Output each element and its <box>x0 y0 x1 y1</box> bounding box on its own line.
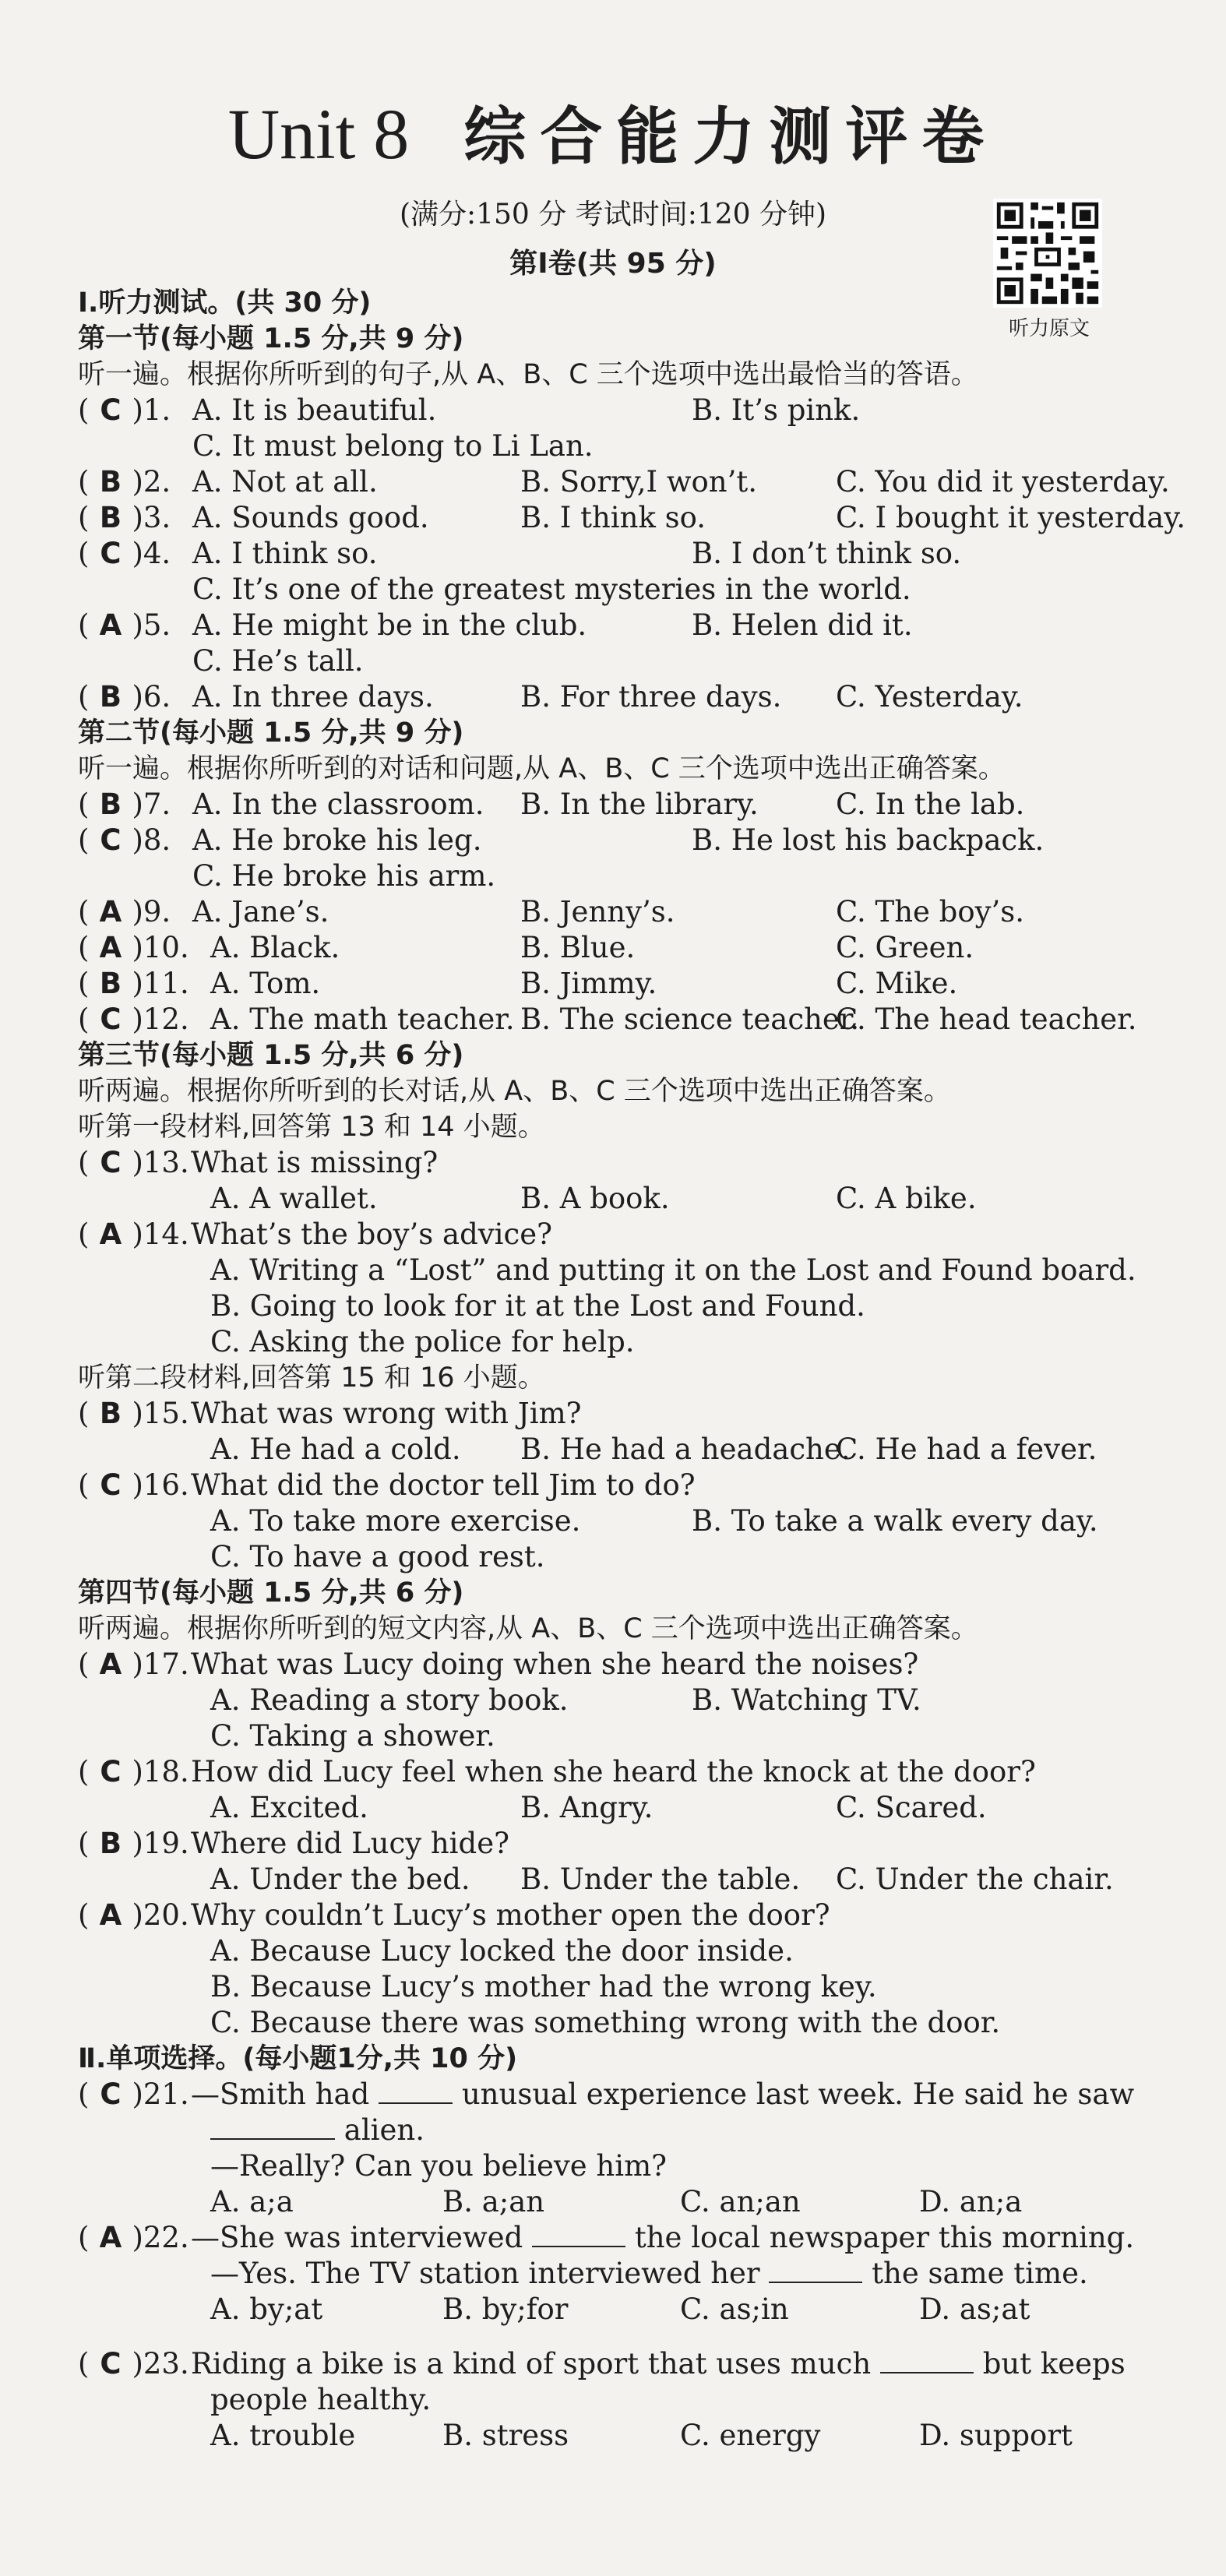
qr-label: 听力原文 <box>1008 317 1090 340</box>
answer-mark: B <box>99 967 122 1000</box>
option-a: A. Not at all. <box>192 465 378 499</box>
question-6: ( B )6. <box>78 680 171 714</box>
question-number: )4. <box>132 537 171 570</box>
answer-mark: C <box>100 1003 122 1036</box>
option-c: C. It’s one of the greatest mysteries in the world. <box>192 573 911 606</box>
question-text: What was Lucy doing when she heard the noises? <box>191 1647 919 1681</box>
option-b: B. Angry. <box>520 1791 654 1824</box>
option-b: B. Sorry,I won’t. <box>520 465 758 499</box>
answer-mark: A <box>99 1218 122 1251</box>
question-text: alien. <box>343 2113 425 2147</box>
question-1: ( C )1. <box>78 393 171 427</box>
question-text: but keeps <box>982 2347 1126 2380</box>
answer-blank[interactable] <box>769 2258 862 2283</box>
answer-mark: C <box>100 1146 122 1179</box>
question-number: )11. <box>132 967 189 1000</box>
question-text: unusual experience last week. He said he saw <box>461 2077 1135 2111</box>
option-a: A. He might be in the club. <box>192 608 587 642</box>
answer-mark: B <box>99 680 122 714</box>
option-c: C. You did it yesterday. <box>836 465 1170 499</box>
option-b: B. Helen did it. <box>692 608 913 642</box>
question-text: —Yes. The TV station interviewed her <box>210 2257 760 2290</box>
question-3: ( B )3. <box>78 501 171 534</box>
question-text: What’s the boy’s advice? <box>191 1218 552 1251</box>
subsection-2-heading: 第二节(每小题 1.5 分,共 9 分) <box>78 717 464 749</box>
question-20: ( A )20.Why couldn’t Lucy’s mother open the door? <box>78 1898 830 1932</box>
option-a: A. Jane’s. <box>192 895 329 929</box>
question-number: )12. <box>132 1003 189 1036</box>
question-number: )22. <box>132 2221 189 2254</box>
option-c: C. Asking the police for help. <box>210 1325 635 1358</box>
option-a: A. In three days. <box>192 680 434 714</box>
answer-mark: B <box>99 788 122 821</box>
question-8: ( C )8. <box>78 823 171 857</box>
option-a: A. Sounds good. <box>192 501 429 534</box>
subsection-3-heading: 第三节(每小题 1.5 分,共 6 分) <box>78 1040 464 1071</box>
question-number: )18. <box>132 1755 189 1788</box>
answer-mark: B <box>99 501 122 534</box>
option-c: C. as;in <box>680 2292 789 2326</box>
question-text-line <box>210 2113 425 2148</box>
answer-blank[interactable] <box>210 2115 335 2140</box>
option-b: B. Under the table. <box>520 1862 801 1896</box>
option-a: A. Under the bed. <box>210 1862 470 1896</box>
option-a: A. A wallet. <box>210 1182 378 1215</box>
question-4: ( C )4. <box>78 537 171 570</box>
question-text: people healthy. <box>210 2383 432 2416</box>
option-a: A. In the classroom. <box>192 788 484 821</box>
option-b: B. A book. <box>520 1182 670 1215</box>
question-number: )5. <box>132 608 171 642</box>
option-b: B. Because Lucy’s mother had the wrong key. <box>210 1970 877 2003</box>
option-c: C. A bike. <box>836 1182 977 1215</box>
option-b: B. I don’t think so. <box>692 537 962 570</box>
option-b: B. He had a headache. <box>520 1432 851 1466</box>
option-c: C. Taking a shower. <box>210 1719 495 1753</box>
question-number: )14. <box>132 1218 189 1251</box>
question-text: What is missing? <box>191 1146 439 1179</box>
title-chinese: 综合能力测评卷 <box>463 100 999 173</box>
question-21: ( C )21.—Smith had unusual experience last week. He said he saw <box>78 2077 1135 2111</box>
option-b: B. In the library. <box>520 788 759 821</box>
question-text: Where did Lucy hide? <box>191 1827 509 1860</box>
title-unit: Unit 8 <box>227 94 410 174</box>
option-b: B. It’s pink. <box>692 393 861 427</box>
question-number: )20. <box>132 1898 189 1932</box>
question-text: —She was interviewed <box>191 2221 523 2254</box>
option-d: D. support <box>919 2419 1073 2452</box>
option-b: B. To take a walk every day. <box>692 1504 1098 1538</box>
answer-mark: A <box>99 608 122 642</box>
option-c: C. Under the chair. <box>836 1862 1114 1896</box>
option-b: B. a;an <box>442 2185 545 2218</box>
question-11: ( B )11. <box>78 967 189 1000</box>
option-c: C. Mike. <box>836 967 958 1000</box>
question-text: What did the doctor tell Jim to do? <box>191 1468 696 1502</box>
question-number: )19. <box>132 1827 189 1860</box>
option-a: A. I think so. <box>192 537 378 570</box>
subsection-2-instruction: 听一遍。根据你所听到的对话和问题,从 A、B、C 三个选项中选出正确答案。 <box>78 753 1006 784</box>
part-heading: 第Ⅰ卷(共 95 分) <box>509 248 717 280</box>
option-c: C. It must belong to Li Lan. <box>192 429 594 463</box>
option-c: C. The boy’s. <box>836 895 1025 929</box>
question-text-line <box>210 2256 1088 2292</box>
material-1-note: 听第一段材料,回答第 13 和 14 小题。 <box>78 1112 545 1143</box>
option-a: A. trouble <box>210 2419 356 2452</box>
question-number: )17. <box>132 1647 189 1681</box>
option-b: B. stress <box>442 2419 569 2452</box>
question-22: ( A )22.—She was interviewed the local newspaper this morning. <box>78 2221 1135 2254</box>
question-19: ( B )19.Where did Lucy hide? <box>78 1827 509 1860</box>
question-text: the same time. <box>872 2257 1088 2290</box>
question-12: ( C )12. <box>78 1003 189 1036</box>
question-16: ( C )16.What did the doctor tell Jim to do? <box>78 1468 696 1502</box>
option-b: B. Jimmy. <box>520 967 657 1000</box>
answer-mark: C <box>100 2347 122 2380</box>
answer-mark: A <box>99 895 122 929</box>
option-b: B. Watching TV. <box>692 1683 921 1717</box>
answer-blank[interactable] <box>880 2349 974 2373</box>
question-number: )16. <box>132 1468 189 1502</box>
answer-mark: C <box>100 2077 122 2111</box>
answer-mark: A <box>99 931 122 964</box>
option-a: A. To take more exercise. <box>210 1504 581 1538</box>
option-b: B. For three days. <box>520 680 782 714</box>
question-text: How did Lucy feel when she heard the knock at the door? <box>191 1755 1036 1788</box>
answer-mark: B <box>99 465 122 499</box>
question-7: ( B )7. <box>78 788 171 821</box>
question-15: ( B )15.What was wrong with Jim? <box>78 1397 582 1430</box>
answer-mark: B <box>99 1827 122 1860</box>
answer-blank[interactable] <box>532 2222 625 2247</box>
option-b: B. Jenny’s. <box>520 895 675 929</box>
question-number: )8. <box>132 823 171 857</box>
question-number: )13. <box>132 1146 189 1179</box>
option-c: C. To have a good rest. <box>210 1540 545 1573</box>
option-c: C. He broke his arm. <box>192 859 496 893</box>
option-a: A. Black. <box>210 931 340 964</box>
option-a: A. Excited. <box>210 1791 368 1824</box>
answer-mark: A <box>99 1898 122 1932</box>
section-1-heading: Ⅰ.听力测试。(共 30 分) <box>78 287 372 319</box>
answer-mark: A <box>99 2221 122 2254</box>
score-time-info: (满分:150 分 考试时间:120 分钟) <box>399 199 827 231</box>
answer-mark: C <box>100 393 122 427</box>
option-b: B. He lost his backpack. <box>692 823 1045 857</box>
option-a: A. Writing a “Lost” and putting it on the Lost and Found board. <box>210 1253 1136 1287</box>
question-number: )9. <box>132 895 171 929</box>
option-a: A. Tom. <box>210 967 321 1000</box>
question-text: What was wrong with Jim? <box>191 1397 582 1430</box>
option-b: B. Blue. <box>520 931 636 964</box>
question-text: —Smith had <box>191 2077 370 2111</box>
option-c: C. Because there was something wrong with the door. <box>210 2006 1001 2039</box>
question-number: )21. <box>132 2077 189 2111</box>
option-c: C. I bought it yesterday. <box>836 501 1186 534</box>
page-title <box>0 95 1226 176</box>
question-number: )6. <box>132 680 171 714</box>
question-5: ( A )5. <box>78 608 171 642</box>
answer-blank[interactable] <box>379 2079 453 2104</box>
option-a: A. It is beautiful. <box>192 393 437 427</box>
question-text: Riding a bike is a kind of sport that uses much <box>191 2347 872 2380</box>
question-number: )7. <box>132 788 171 821</box>
question-14: ( A )14.What’s the boy’s advice? <box>78 1218 552 1251</box>
option-c: C. In the lab. <box>836 788 1025 821</box>
question-13: ( C )13.What is missing? <box>78 1146 439 1179</box>
subsection-1-heading: 第一节(每小题 1.5 分,共 9 分) <box>78 323 464 354</box>
subsection-4-instruction: 听两遍。根据你所听到的短文内容,从 A、B、C 三个选项中选出正确答案。 <box>78 1613 978 1644</box>
option-b: B. Going to look for it at the Lost and Found. <box>210 1289 865 1323</box>
option-c: C. an;an <box>680 2185 801 2218</box>
answer-mark: C <box>100 823 122 857</box>
option-c: C. Yesterday. <box>836 680 1023 714</box>
question-2: ( B )2. <box>78 465 171 499</box>
answer-mark: A <box>99 1647 122 1681</box>
option-c: C. The head teacher. <box>836 1003 1137 1036</box>
question-9: ( A )9. <box>78 895 171 929</box>
question-number: )23. <box>132 2347 189 2380</box>
option-a: A. a;a <box>210 2185 294 2218</box>
question-number: )10. <box>132 931 189 964</box>
option-b: B. I think so. <box>520 501 706 534</box>
subsection-3-instruction: 听两遍。根据你所听到的长对话,从 A、B、C 三个选项中选出正确答案。 <box>78 1076 951 1107</box>
answer-mark: C <box>100 1755 122 1788</box>
option-a: A. He had a cold. <box>210 1432 461 1466</box>
answer-mark: C <box>100 1468 122 1502</box>
question-number: )2. <box>132 465 171 499</box>
option-a: A. by;at <box>210 2292 323 2326</box>
question-23: ( C )23.Riding a bike is a kind of sport that uses much but keeps <box>78 2347 1126 2380</box>
question-number: )15. <box>132 1397 189 1430</box>
question-17: ( A )17.What was Lucy doing when she heard the noises? <box>78 1647 919 1681</box>
answer-mark: C <box>100 537 122 570</box>
option-d: D. as;at <box>919 2292 1030 2326</box>
option-a: A. Because Lucy locked the door inside. <box>210 1934 794 1968</box>
option-c: C. Green. <box>836 931 974 964</box>
option-a: A. The math teacher. <box>210 1003 515 1036</box>
option-c: C. He had a fever. <box>836 1432 1097 1466</box>
option-c: C. He’s tall. <box>192 644 364 678</box>
option-c: C. Scared. <box>836 1791 987 1824</box>
question-18: ( C )18.How did Lucy feel when she heard the knock at the door? <box>78 1755 1036 1788</box>
question-text: the local newspaper this morning. <box>634 2221 1135 2254</box>
question-text: —Really? Can you believe him? <box>210 2149 668 2183</box>
option-d: D. an;a <box>919 2185 1023 2218</box>
subsection-4-heading: 第四节(每小题 1.5 分,共 6 分) <box>78 1577 464 1609</box>
qr-code-icon[interactable] <box>993 199 1102 308</box>
option-a: A. He broke his leg. <box>192 823 482 857</box>
material-2-note: 听第二段材料,回答第 15 和 16 小题。 <box>78 1362 545 1394</box>
option-c: C. energy <box>680 2419 821 2452</box>
option-b: B. The science teacher. <box>520 1003 860 1036</box>
option-a: A. Reading a story book. <box>210 1683 569 1717</box>
question-number: )3. <box>132 501 171 534</box>
section-2-heading: Ⅱ.单项选择。(每小题1分,共 10 分) <box>78 2043 518 2074</box>
question-text: Why couldn’t Lucy’s mother open the door? <box>191 1898 830 1932</box>
subsection-1-instruction: 听一遍。根据你所听到的句子,从 A、B、C 三个选项中选出最恰当的答语。 <box>78 359 978 390</box>
question-number: )1. <box>132 393 171 427</box>
question-10: ( A )10. <box>78 931 189 964</box>
option-b: B. by;for <box>442 2292 569 2326</box>
answer-mark: B <box>99 1397 122 1430</box>
